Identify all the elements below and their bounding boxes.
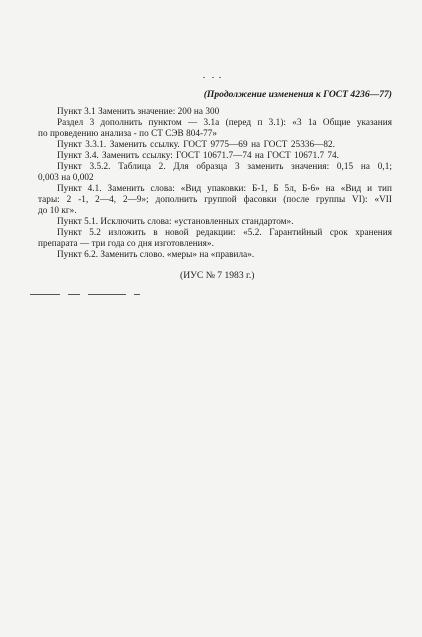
separator-line bbox=[30, 294, 60, 295]
amendment-line: до 10 кг». bbox=[38, 205, 77, 215]
amendment-line: Пункт 3.5.2. Таблица 2. Для образца 3 заменить значения: 0,15 на 0,1; bbox=[57, 161, 392, 171]
issue-reference: (ИУС № 7 1983 г.) bbox=[180, 270, 255, 281]
separator-line bbox=[88, 294, 126, 295]
amendment-line: тары: 2 -1, 2—4, 2—9»; дополнить группой фасовки (после группы VI): «VII bbox=[38, 194, 392, 204]
amendment-line: по проведению анализа - по СТ СЭВ 804-77» bbox=[38, 128, 218, 138]
continuation-header: (Продолжение изменения к ГОСТ 4236—77) bbox=[203, 89, 392, 100]
amendment-line: Пункт 4.1. Заменить слова: «Вид упаковки: Б-1, Б 5л, Б-6» на «Вид и тип bbox=[57, 183, 392, 193]
scan-speck bbox=[212, 77, 214, 78]
scan-speck bbox=[219, 77, 221, 78]
amendment-line: Пункт 3.1 Заменить значение: 200 на 300 bbox=[57, 106, 220, 116]
separator-line bbox=[134, 294, 140, 295]
amendment-line: Пункт 5.2 изложить в новой редакции: «5.2. Гарантийный срок хранения bbox=[57, 227, 392, 237]
amendment-line: Пункт 5.1. Исключить слова: «установленных стандартом». bbox=[57, 216, 294, 226]
amendment-line: Пункт 3.4. Заменить ссылку: ГОСТ 10671.7—74 на ГОСТ 10671.7 74. bbox=[57, 150, 339, 160]
amendment-line: препарата — три года со дня изготовления». bbox=[38, 238, 214, 248]
amendment-line: Пункт 3.3.1. Заменить ссылку. ГОСТ 9775—69 на ГОСТ 25336—82. bbox=[57, 139, 335, 149]
amendment-line: Раздел 3 дополнить пунктом — 3.1а (перед п 3.1): «3 1а Общие указания bbox=[57, 117, 392, 127]
scan-speck bbox=[203, 77, 205, 78]
amendment-line: Пункт 6.2. Заменить слово. «меры» на «правила». bbox=[57, 249, 255, 259]
amendment-line: 0,003 на 0,002 bbox=[38, 172, 94, 182]
separator-line bbox=[68, 294, 80, 295]
